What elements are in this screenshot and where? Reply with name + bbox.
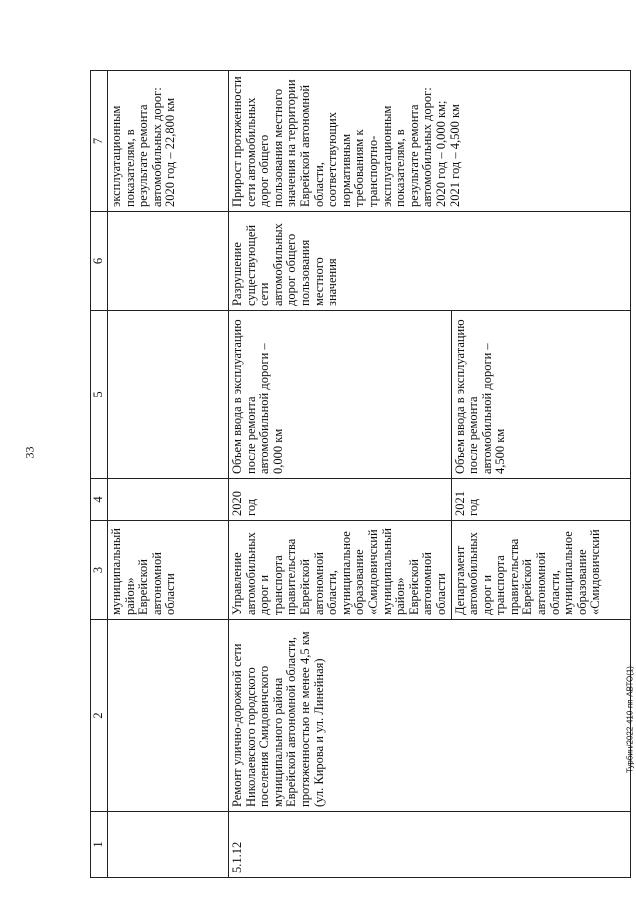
- header-col-7: 7: [91, 71, 108, 212]
- header-col-6: 6: [91, 212, 108, 311]
- cont-cell-6: [108, 212, 229, 311]
- cont-executor-cell: муниципальный район» Еврейской автономной области: [108, 521, 229, 620]
- cont-cell-1: [108, 812, 229, 878]
- page-number: 33: [22, 446, 37, 459]
- executor-cell: Департамент автомобильных дорог и транспорта правительства Еврейской автономной области, муниципальное образование «Смидовичский: [451, 521, 630, 620]
- header-col-3: 3: [91, 521, 108, 620]
- header-row: [91, 71, 108, 878]
- header-col-4: 4: [91, 479, 108, 521]
- executor-cell: Управление автомобильных дорог и транспорта правительства Еврейской автономной области, муниципальное образование «Смидовичский муниципальный район» Еврейской автономной области: [229, 521, 452, 620]
- volume-cell: Объем ввода в эксплуатацию после ремонта автомобильной дороги – 4,500 км: [451, 311, 630, 479]
- cont-result-cell: эксплуатационным показателям, в результате ремонта автомобильных дорог: 2020 год – 22,800 км: [108, 71, 229, 212]
- risk-cell: Разрушение существующей сети автомобильных дорог общего пользования местного значения: [229, 212, 631, 311]
- result-cell: Прирост протяженности сети автомобильных дорог общего пользования местного значения на территории Еврейской автономной области, соответствующих нормативным требованиям к транспортно-эксплуатационным показателям, в результате ремонта автомобильных дорог: 2020 год – 0,000 км; 2021 год – 4,500 км: [229, 71, 631, 212]
- item-name: Ремонт улично-дорожной сети Николаевского городского поселения Смидовичского муниципального района Еврейской автономной области, протяженностью не менее 4,5 км (ул. Кирова и ул. Линейная): [229, 620, 631, 812]
- header-col-2: 2: [91, 620, 108, 812]
- program-table: [90, 70, 631, 878]
- year-cell: 2020 год: [229, 479, 452, 521]
- year-cell: 2021 год: [451, 479, 630, 521]
- volume-cell: Объем ввода в эксплуатацию после ремонта автомобильной дороги – 0,000 км: [229, 311, 452, 479]
- cont-cell-2: [108, 620, 229, 812]
- table-landscape: [90, 70, 603, 878]
- cont-cell-5: [108, 311, 229, 479]
- rotated-table-container: [90, 70, 603, 878]
- continuation-row: [108, 71, 229, 878]
- table-row: [229, 71, 452, 878]
- header-col-1: 1: [91, 812, 108, 878]
- cont-cell-4: [108, 479, 229, 521]
- header-col-5: 5: [91, 311, 108, 479]
- item-number: 5.1.12: [229, 812, 631, 878]
- document-code: Турбин/2022-410-пп-АВТО(1): [625, 666, 635, 773]
